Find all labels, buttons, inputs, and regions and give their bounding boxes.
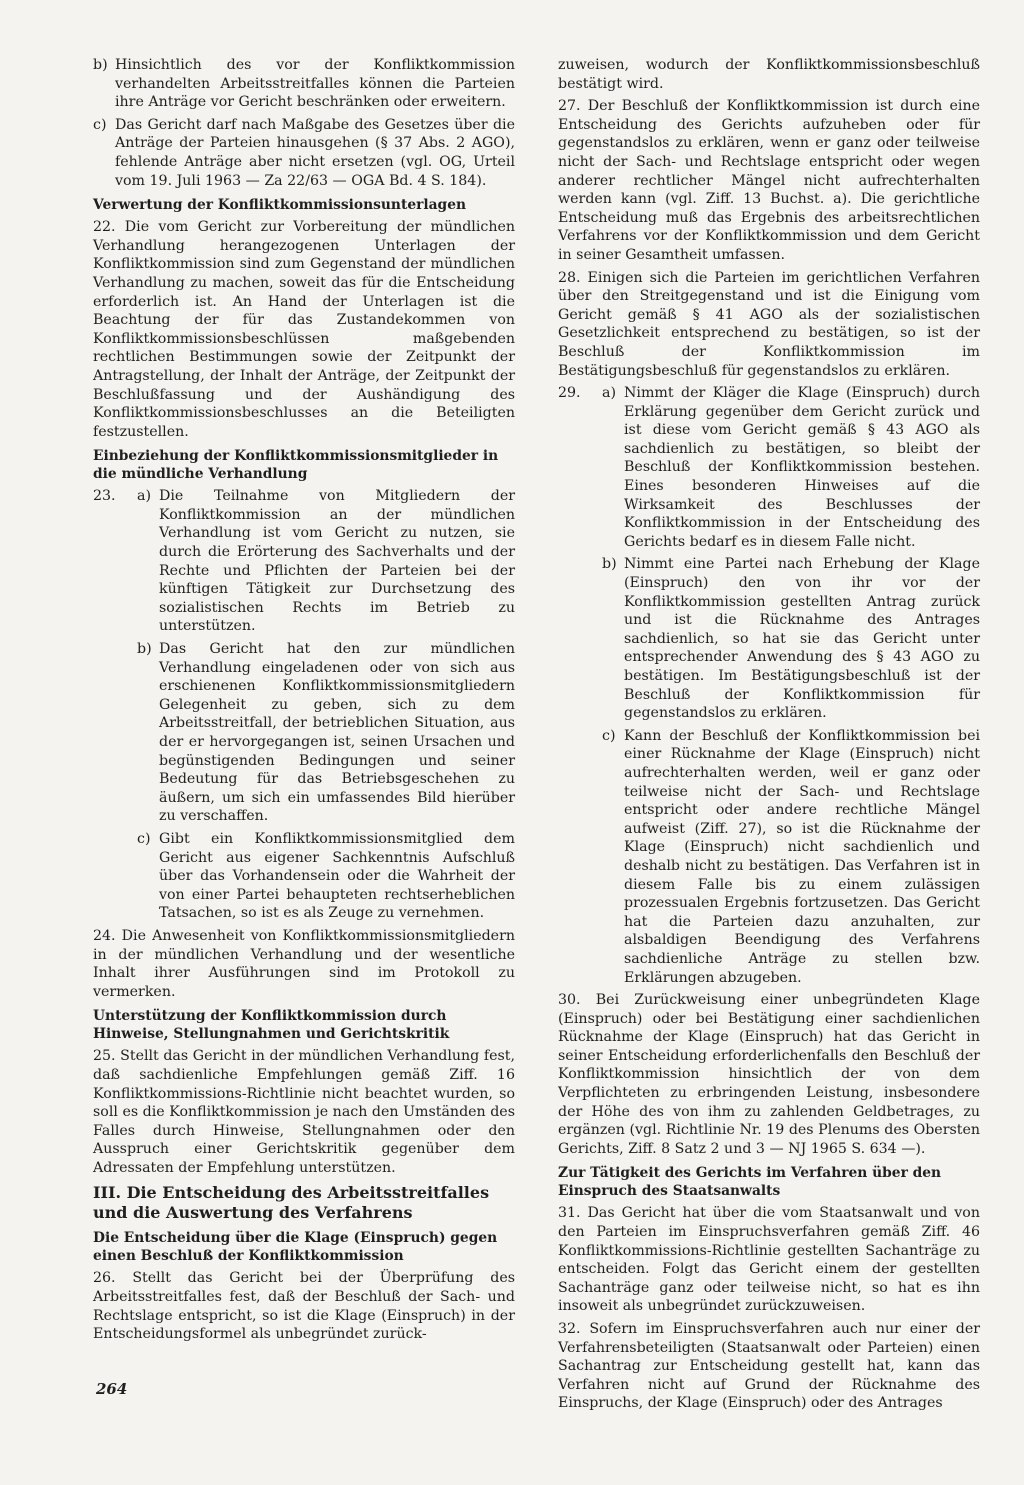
heading-einbeziehung: Einbeziehung der Konfliktkommissionsmitglieder in die mündliche Verhandlung [93, 448, 499, 483]
paragraph-number: 29. [558, 385, 581, 402]
paragraph-30: 30. Bei Zurückweisung einer unbegründeten Klage (Einspruch) oder bei Bestätigung einer sachdienlichen Rücknahme der Klage (Einspruch) hat das Gericht in seiner Entscheidung erforderlichenfalls den Beschluß der Konfliktkommission hinsichtlich der von dem Verpflichteten zu erbringenden Leistung, insbesondere der Höhe des von ihm zu zahlenden Geldbetrages, zu ergänzen (vgl. Richtlinie Nr. 19 des Plenums des Obersten Gerichts, Ziff. 8 Satz 2 und 3 — NJ 1965 S. 634 —). [558, 992, 980, 1157]
paragraph-25: 25. Stellt das Gericht in der mündlichen Verhandlung fest, daß sachdienliche Empfehlungen gemäß Ziff. 16 Konfliktkommissions-Richtlinie nicht beachtet wurden, so soll es die Konfliktkommission je nach den Umständen des Falles durch Hinweise, Stellungnahmen oder den Ausspruch einer Gerichtskritik gegenüber dem Adressaten der Empfehlung unterstützen. [93, 1048, 515, 1176]
item-label: c) [137, 830, 151, 847]
paragraph-23-a [93, 487, 515, 636]
heading-entscheidung: Die Entscheidung über die Klage (Einspruch) gegen einen Beschluß der Konfliktkommission [93, 1230, 498, 1265]
item-label: b) [602, 556, 617, 573]
paragraph-23-b [137, 640, 515, 826]
page-number: 264 [96, 1380, 128, 1398]
item-text: Gibt ein Konfliktkommissionsmitglied dem Gericht aus eigener Sachkenntnis Aufschluß über das Vorhandensein oder die Wahrheit der von einer Partei behaupteten rechtserheblichen Tatsachen, so ist es als Zeuge zu vernehmen. [159, 830, 515, 922]
item-text: Nimmt der Kläger die Klage (Einspruch) durch Erklärung gegenüber dem Gericht zurück und ist diese vom Gericht gemäß § 43 AGO als sachdienlich zu bestätigen, so bleibt der Beschluß der Konfliktkommission bestehen. Eines besonderen Hinweises auf die Wirksamkeit des Beschlusses der Konfliktkommission in der Entscheidung des Gerichts bedarf es in diesem Falle nicht. [624, 385, 980, 550]
item-text: Die Teilnahme von Mitgliedern der Konfliktkommission an der mündlichen Verhandlung ist vom Gericht zu nutzen, sie durch die Erörterung des Sachverhalts und der Rechte und Pflichten der Parteien bei der künftigen Tätigkeit zur Durchsetzung des sozialistischen Rechts im Betrieb zu unterstützen. [159, 488, 515, 635]
item-text: Hinsichtlich des vor der Konfliktkommission verhandelten Arbeitsstreitfalles können die Parteien ihre Anträge vor Gericht beschränken oder erweitern. [115, 57, 515, 111]
paragraph-21-b [93, 56, 515, 112]
paragraph-26: 26. Stellt das Gericht bei der Überprüfung des Arbeitsstreitfalles fest, daß der Beschluß der Sach- und Rechtslage entspricht, so ist die Klage (Einspruch) in der Entscheidungsformel als unbegründet zurück- [93, 1270, 515, 1343]
item-label: c) [602, 727, 616, 744]
paragraph-28: 28. Einigen sich die Parteien im gerichtlichen Verfahren über den Streitgegenstand und ist die Einigung vom Gericht gemäß § 41 AGO als der sozialistischen Gesetzlichkeit entsprechend zu bestätigen, so ist der Beschluß der Konfliktkommission im Bestätigungsbeschluß für gegenstandslos zu erklären. [558, 269, 980, 379]
right-column [558, 56, 980, 1417]
heading-taetigkeit: Zur Tätigkeit des Gerichts im Verfahren über den Einspruch des Staatsanwalts [558, 1165, 942, 1200]
paragraph-32: 32. Sofern im Einspruchsverfahren auch nur einer der Verfahrensbeteiligten (Staatsanwalt oder Parteien) einen Sachantrag zur Entscheidung gestellt hat, kann das Verfahren nicht auf Grund der Rücknahme des Einspruchs, der Klage (Einspruch) oder des Antrages [558, 1321, 980, 1412]
item-label: b) [137, 641, 152, 658]
paragraph-24: 24. Die Anwesenheit von Konfliktkommissionsmitgliedern in der mündlichen Verhandlung und der wesentliche Inhalt ihrer Ausführungen sind im Protokoll zu vermerken. [93, 927, 515, 1000]
paragraph-31: 31. Das Gericht hat über die vom Staatsanwalt und von den Parteien im Einspruchsverfahren gemäß Ziff. 46 Konfliktkommissions-Richtlinie gestellten Sachanträge zu entscheiden. Folgt das Gericht einem der gestellten Sachanträge ganz oder teilweise nicht, so hat es ihn insoweit als unbegründet zurückzuweisen. [558, 1205, 980, 1315]
section-heading-iii: III. Die Entscheidung des Arbeitsstreitfalles und die Auswertung des Verfahrens [93, 1183, 490, 1223]
item-text: Das Gericht darf nach Maßgabe des Gesetzes über die Anträge der Parteien hinausgehen (§ 37 Abs. 2 AGO), fehlende Anträge aber nicht ersetzen (vgl. OG, Urteil vom 19. Juli 1963 — Za 22/63 — OGA Bd. 4 S. 184). [115, 116, 515, 189]
paragraph-29-b [602, 555, 980, 722]
item-text: Kann der Beschluß der Konfliktkommission bei einer Rücknahme der Klage (Einspruch) nicht aufrechterhalten werden, weil er ganz oder teilweise nicht der Sach- und Rechtslage entspricht oder andere rechtliche Mängel aufweist (Ziff. 27), so ist die Rücknahme der Klage (Einspruch) nicht sachdienlich und deshalb nicht zu bestätigen. Das Verfahren ist in diesem Falle bis zu einem zulässigen prozessualen Ergebnis fortzusetzen. Das Gericht hat die Parteien dazu anzuhalten, zur alsbaldigen Beendigung des Verfahrens sachdienliche Anträge zu stellen bzw. Erklärungen abzugeben. [624, 727, 980, 986]
item-label: a) [137, 488, 151, 505]
item-text: Das Gericht hat den zur mündlichen Verhandlung eingeladenen oder von sich aus erschienenen Konfliktkommissionsmitgliedern Gelegenheit zu geben, sich zu dem Arbeitsstreitfall, der betrieblichen Situation, aus der er hervorgegangen ist, seinen Ursachen und begünstigenden Bedingungen und seiner Bedeutung für das Betriebsgeschehen zu äußern, um sich ein umfassendes Bild hierüber zu verschaffen. [159, 641, 515, 825]
item-text: Nimmt eine Partei nach Erhebung der Klage (Einspruch) den von ihr vor der Konfliktkommission gestellten Antrag zurück und ist die Rücknahme des Antrages sachdienlich, so hat sie das Gericht unter entsprechender Anwendung des § 43 AGO zu bestätigen. Im Bestätigungsbeschluß ist der Beschluß der Konfliktkommission für gegenstandslos zu erklären. [624, 556, 980, 722]
left-column [93, 56, 515, 1348]
paragraph-29-c [602, 727, 980, 987]
heading-unterstuetzung: Unterstützung der Konfliktkommission durch Hinweise, Stellungnahmen und Gerichtskritik [93, 1008, 450, 1043]
paragraph-22: 22. Die vom Gericht zur Vorbereitung der mündlichen Verhandlung herangezogenen Unterlagen der Konfliktkommission sind zum Gegenstand der mündlichen Verhandlung zu machen, soweit das für die Entscheidung erforderlich ist. An Hand der Unterlagen ist die Beachtung der für das Zustandekommen von Konfliktkommissionsbeschlüssen maßgebenden rechtlichen Bestimmungen sowie der Zeitpunkt der Antragstellung, der Inhalt der Anträge, der Zeitpunkt der Beschlußfassung und der Aushändigung des Konfliktkommissionsbeschlusses an die Beteiligten festzustellen. [93, 219, 515, 440]
paragraph-number: 23. [93, 488, 116, 505]
item-label: b) [93, 57, 108, 73]
paragraph-27: 27. Der Beschluß der Konfliktkommission ist durch eine Entscheidung des Gerichts aufzuheben oder für gegenstandslos zu erklären, wenn er ganz oder teilweise nicht der Sach- und Rechtslage entspricht oder wegen anderer rechtlicher Mängel nicht aufrechterhalten werden kann (vgl. Ziff. 13 Buchst. a). Die gerichtliche Entscheidung muß das Ergebnis des arbeitsrechtlichen Verfahrens vor der Konfliktkommission und dem Gericht in seiner Gesamtheit umfassen. [558, 98, 980, 263]
paragraph-21-c [93, 116, 515, 190]
paragraph-29-a [558, 384, 980, 551]
item-label: a) [602, 385, 616, 402]
item-label: c) [93, 116, 107, 133]
paragraph-26-continued: zuweisen, wodurch der Konfliktkommissionsbeschluß bestätigt wird. [558, 57, 980, 92]
paragraph-23-c [137, 830, 515, 923]
heading-verwertung: Verwertung der Konfliktkommissionsunterlagen [93, 197, 467, 214]
